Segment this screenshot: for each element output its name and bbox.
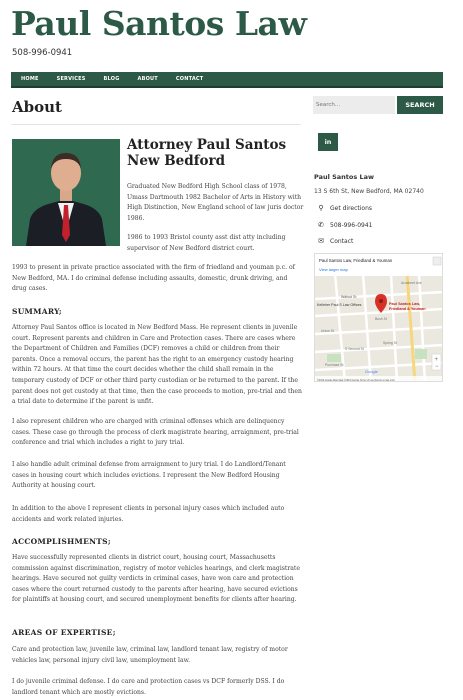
summary-paragraph-4: In addition to the above I represent clients in personal injury cases which included auto accidents and work related injuries. [12, 505, 285, 523]
expertise-paragraph-1: Care and protection law, juvenile law, criminal law, landlord tenant law, registry of motor vehicles law, personal injury civil law, unemployment law. [12, 646, 288, 664]
sidebar-phone-link[interactable] [316, 221, 373, 229]
map-pin-label-2: Friedland & Youman [389, 307, 426, 311]
summary-paragraph-1: Attorney Paul Santos office is located in New Bedford Mass. He represent clients in juvenile court. Represent parents and children in Care and Protection cases. There are cases where the Department of Children and Families (DCF) removes a child or children from their parents. Once a removal occurs, the parent has the right to an emergency custody hearing within 72 hours. At that time the court decides whether the child shall remain in the temporary custody of DCF or other third party custodian or be returned to the parent. If the parent does not get custody at that time, then the case proceeds to motion, pre-trial and then a trial date to determine if the parent is unfit. [12, 324, 302, 406]
embedded-map[interactable] [314, 253, 443, 382]
attorney-photo [12, 139, 120, 246]
envelope-icon: ✉ [318, 237, 324, 245]
map-street-2: Bush St [375, 317, 387, 321]
search-button[interactable]: SEARCH [397, 96, 443, 114]
zoom-out-icon[interactable]: − [435, 364, 439, 370]
sidebar-contact-link[interactable] [316, 237, 353, 245]
accomplishments-paragraph: Have successfully represented clients in district court, housing court, Massachusetts commission against discrimination, registry of motor vehicles hearings, and clerk magistrate hearings. Have secured not guilty verdicts in criminal cases, have won care and protection cases where the court returned custody to the parents after hearing, have secured evictions for plaintiffs at housing court, and secured unemployment benefits for clients after hearing. [12, 554, 300, 604]
nav-about[interactable]: ABOUT [137, 76, 158, 82]
summary-heading: SUMMARY; [12, 307, 62, 316]
accomplishments-heading: ACCOMPLISHMENTS; [12, 537, 111, 546]
sidebar-phone-label: 508-996-0941 [330, 221, 373, 229]
nav-services[interactable]: SERVICES [56, 76, 86, 82]
phone-icon: ✆ [318, 221, 324, 229]
site-title[interactable]: Paul Santos Law [11, 4, 307, 43]
map-google-logo: Google [365, 369, 378, 374]
linkedin-button[interactable] [318, 133, 338, 151]
summary-paragraph-3: I also handle adult criminal defense from arraignment to jury trial. I do Landlord/Tenant cases in housing court which includes evictions. I represent the New Bedford Housing Authority at housing court. [12, 461, 286, 490]
map-zoom-controls[interactable] [432, 354, 441, 370]
zoom-in-icon[interactable]: + [434, 357, 439, 363]
nav-blog[interactable]: BLOG [103, 76, 120, 82]
map-poi-label: Kelleher Paul S Law Offices [317, 303, 362, 307]
search-input[interactable] [313, 96, 395, 114]
expertise-paragraph-2: I do juvenile criminal defense. I do care and protection cases vs DCF formerly DSS. I do landlord tenant which are mostly evictions. [12, 678, 285, 696]
content-divider [11, 124, 301, 125]
bio-da-career: 1986 to 1993 Bristol county asst dist atty including supervisor of New Bedford district court. [127, 234, 286, 252]
summary-paragraph-2: I also represent children who are charged with criminal offenses which are delinquency cases. These case go through the process of clerk magistrate hearing, arraignment, pre-trial conference and trial which includes a right to jury trial. [12, 418, 299, 447]
bio-education: Graduated New Bedford High School class of 1978, Umass Dartmouth 1982 Bachelor of Arts in History with High Distinction, New England school of law juris doctor 1986. [127, 183, 304, 222]
map-street-1: Walnut St [341, 295, 357, 299]
sidebar-contact-label: Contact [330, 237, 354, 245]
map-larger-link[interactable]: View larger map [319, 267, 348, 272]
attorney-heading: Attorney Paul Santos New Bedford [127, 137, 287, 169]
map-pin-icon: ⚲ [318, 204, 324, 212]
main-nav [11, 72, 443, 88]
map-place-name: Paul Santos Law, Friedland & Youman [319, 258, 393, 263]
map-footer: ©2019 Google Map data ©2019 Google Terms of Use Report a map error [317, 379, 395, 382]
expertise-heading: AREAS OF EXPERTISE; [12, 628, 116, 637]
sidebar-address: 13 S 6th St, New Bedford, MA 02740 [314, 188, 424, 195]
map-fullscreen-icon[interactable] [433, 257, 441, 265]
get-directions-label: Get directions [330, 204, 373, 212]
get-directions-link[interactable] [316, 204, 372, 212]
map-pin-label-1: Paul Santos Law, [389, 302, 421, 306]
nav-contact[interactable]: CONTACT [175, 76, 204, 82]
linkedin-icon: in [324, 138, 332, 146]
map-street-6: Purchase St [325, 363, 344, 367]
sidebar-business-name: Paul Santos Law [314, 173, 375, 181]
page-title: About [12, 98, 62, 116]
header-phone: 508-996-0941 [12, 48, 73, 58]
map-street-3: Union St [321, 329, 335, 333]
nav-home[interactable]: HOME [21, 76, 39, 82]
map-street-4: Spring St [383, 341, 397, 345]
map-street-7: Acushnet Ave [401, 281, 422, 285]
bio-private-practice: 1993 to present in private practice associated with the firm of friedland and youman p.c. of New Bedford, MA. I do criminal defense including assaults, domestic, drunk driving, and drug cases. [12, 264, 295, 293]
map-street-5: S Second St [345, 347, 364, 351]
